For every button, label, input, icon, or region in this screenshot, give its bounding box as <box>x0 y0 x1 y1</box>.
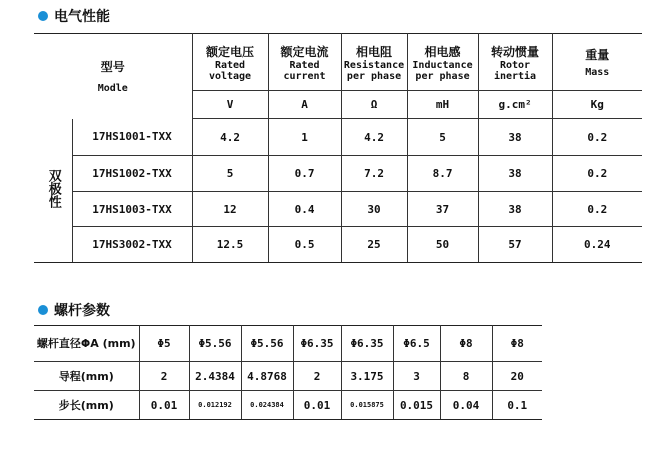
table-row <box>34 362 542 391</box>
model-header-en: Modle <box>97 83 128 95</box>
value-cell: Φ8 <box>492 326 542 362</box>
table-row <box>34 227 642 263</box>
value-cell: 4.8768 <box>241 362 293 391</box>
value-cell: 0.5 <box>268 227 341 263</box>
value-cell: 0.1 <box>492 391 542 420</box>
value-cell: 7.2 <box>341 156 407 192</box>
unit-inertia: g.cm² <box>478 91 552 119</box>
value-cell: 8.7 <box>407 156 478 192</box>
value-cell: 38 <box>478 192 552 227</box>
value-cell: 0.024384 <box>241 391 293 420</box>
model-cell: 17HS1003-TXX <box>72 192 192 227</box>
value-cell: 0.015 <box>393 391 440 420</box>
unit-mass: Kg <box>552 91 642 119</box>
value-cell: Φ6.35 <box>341 326 393 362</box>
value-cell: 5 <box>407 119 478 156</box>
table-row <box>34 391 542 420</box>
value-cell: 0.24 <box>552 227 642 263</box>
section-title-text: 螺杆参数 <box>54 303 110 319</box>
value-cell: 0.7 <box>268 156 341 192</box>
value-cell: 0.04 <box>440 391 492 420</box>
value-cell: 37 <box>407 192 478 227</box>
value-cell: 2 <box>139 362 189 391</box>
value-cell: Φ5 <box>139 326 189 362</box>
series-label: 双极性 <box>45 169 61 209</box>
value-cell: 0.2 <box>552 119 642 156</box>
value-cell: Φ5.56 <box>241 326 293 362</box>
value-cell: 1 <box>268 119 341 156</box>
bullet-dot-icon <box>38 11 48 21</box>
value-cell: 30 <box>341 192 407 227</box>
value-cell: 0.015875 <box>341 391 393 420</box>
value-cell: 0.012192 <box>189 391 241 420</box>
value-cell: 2.4384 <box>189 362 241 391</box>
unit-current: A <box>268 91 341 119</box>
model-cell: 17HS3002-TXX <box>72 227 192 263</box>
value-cell: 0.01 <box>293 391 341 420</box>
model-header-cn: 型号 <box>100 60 125 75</box>
header-rotor-inertia: 转动惯量 Rotor inertia <box>478 34 552 91</box>
unit-voltage: V <box>192 91 268 119</box>
series-label-cell <box>34 119 72 263</box>
screw-params-table <box>34 325 542 420</box>
value-cell: 12 <box>192 192 268 227</box>
section-title-electrical <box>38 6 110 26</box>
unit-inductance: mH <box>407 91 478 119</box>
model-cell: 17HS1001-TXX <box>72 119 192 156</box>
value-cell: 0.01 <box>139 391 189 420</box>
electrical-specs-table <box>34 33 642 263</box>
value-cell: 12.5 <box>192 227 268 263</box>
section-title-screw <box>38 300 110 320</box>
value-cell: 3.175 <box>341 362 393 391</box>
row-label: 导程(mm) <box>34 362 139 391</box>
section-title-text: 电气性能 <box>54 9 110 25</box>
header-rated-voltage: 额定电压 Rated voltage <box>192 34 268 91</box>
table-row <box>34 156 642 192</box>
header-inductance: 相电感 Inductance per phase <box>407 34 478 91</box>
header-rated-current: 额定电流 Rated current <box>268 34 341 91</box>
unit-resistance: Ω <box>341 91 407 119</box>
model-header-cell <box>34 34 192 119</box>
value-cell: 38 <box>478 119 552 156</box>
value-cell: 0.4 <box>268 192 341 227</box>
value-cell: 0.2 <box>552 156 642 192</box>
model-cell: 17HS1002-TXX <box>72 156 192 192</box>
value-cell: 38 <box>478 156 552 192</box>
value-cell: Φ6.5 <box>393 326 440 362</box>
value-cell: 2 <box>293 362 341 391</box>
value-cell: 0.2 <box>552 192 642 227</box>
value-cell: 4.2 <box>341 119 407 156</box>
row-label: 步长(mm) <box>34 391 139 420</box>
table-row <box>34 326 542 362</box>
row-label: 螺杆直径ΦA (mm) <box>34 326 139 362</box>
bullet-dot-icon <box>38 305 48 315</box>
value-cell: 4.2 <box>192 119 268 156</box>
value-cell: 50 <box>407 227 478 263</box>
header-resistance: 相电阻 Resistance per phase <box>341 34 407 91</box>
value-cell: 25 <box>341 227 407 263</box>
value-cell: 20 <box>492 362 542 391</box>
value-cell: Φ5.56 <box>189 326 241 362</box>
table-row <box>34 192 642 227</box>
header-mass: 重量 Mass <box>552 34 642 91</box>
value-cell: Φ8 <box>440 326 492 362</box>
value-cell: 8 <box>440 362 492 391</box>
value-cell: 5 <box>192 156 268 192</box>
table-row <box>34 119 642 156</box>
value-cell: 57 <box>478 227 552 263</box>
value-cell: 3 <box>393 362 440 391</box>
value-cell: Φ6.35 <box>293 326 341 362</box>
